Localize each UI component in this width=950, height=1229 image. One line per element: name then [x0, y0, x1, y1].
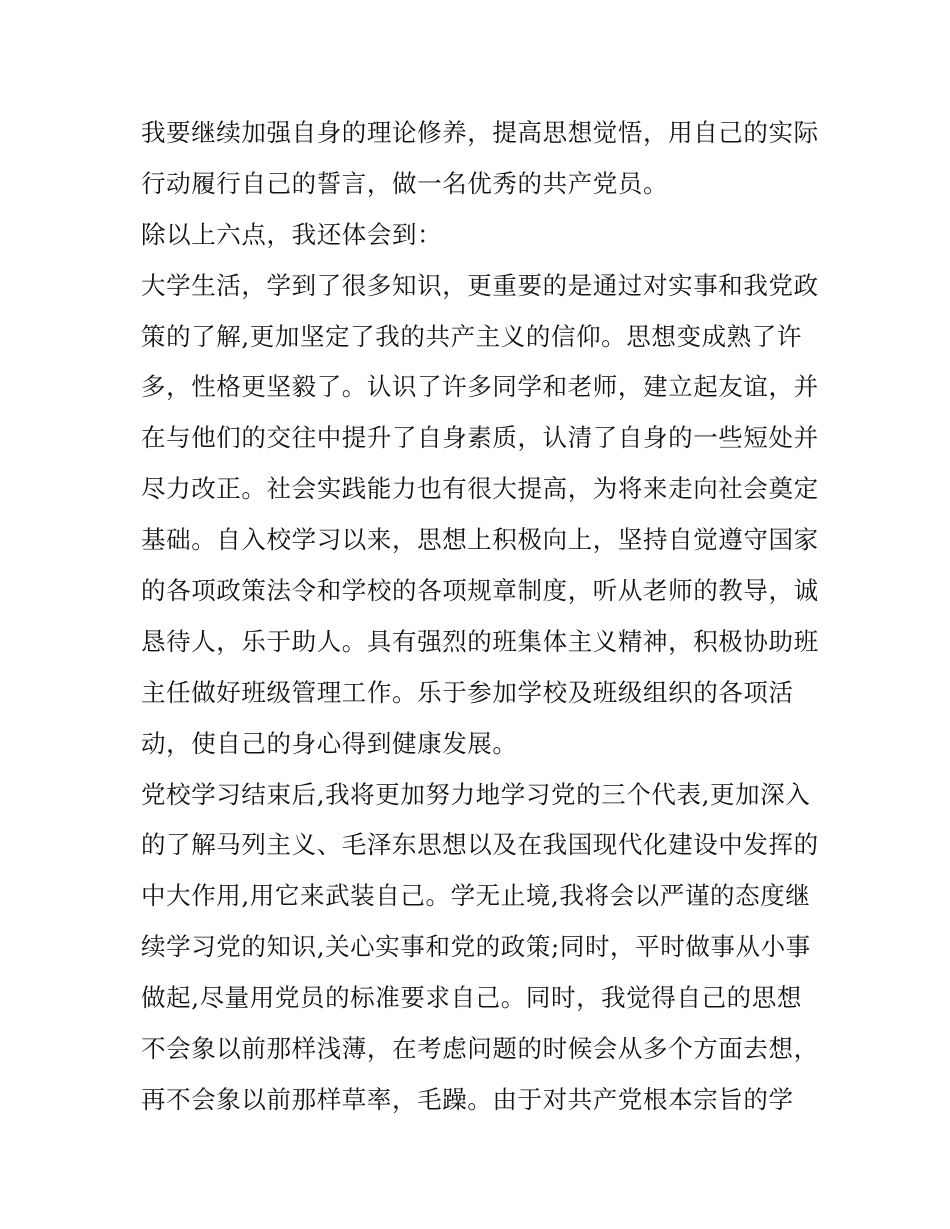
text-line: 主任做好班级管理工作。乐于参加学校及班级组织的各项活: [141, 677, 794, 707]
text-line: 策的了解,更加坚定了我的共产主义的信仰。思想变成熟了许: [141, 321, 802, 351]
text-line: 动，使自己的身心得到健康发展。: [141, 728, 518, 758]
text-line: 恳待人，乐于助人。具有强烈的班集体主义精神，积极协助班: [141, 626, 819, 656]
text-line: 在与他们的交往中提升了自身素质，认清了自身的一些短处并: [141, 423, 819, 453]
text-line: 基础。自入校学习以来，思想上积极向上，坚持自觉遵守国家: [141, 525, 819, 555]
text-line: 我要继续加强自身的理论修养，提高思想觉悟，用自己的实际: [141, 118, 819, 147]
text-line: 的各项政策法令和学校的各项规章制度，听从老师的教导，诚: [141, 576, 819, 606]
text-line: 尽力改正。社会实践能力也有很大提高，为将来走向社会奠定: [141, 474, 819, 504]
text-line: 中大作用,用它来武装自己。学无止境,我将会以严谨的态度继: [141, 881, 811, 911]
text-line: 除以上六点，我还体会到：: [141, 219, 443, 249]
text-line: 做起,尽量用党员的标准要求自己。同时，我觉得自己的思想: [141, 983, 802, 1013]
text-line: 大学生活，学到了很多知识，更重要的是通过对实事和我党政: [141, 270, 819, 300]
text-line: 不会象以前那样浅薄，在考虑问题的时候会从多个方面去想，: [141, 1034, 819, 1064]
text-line: 再不会象以前那样草率，毛躁。由于对共产党根本宗旨的学: [141, 1084, 794, 1114]
text-line: 续学习党的知识,关心实事和党的政策;同时，平时做事从小事: [141, 932, 811, 962]
text-line: 党校学习结束后,我将更加努力地学习党的三个代表,更加深入: [141, 779, 811, 809]
text-line: 行动履行自己的誓言，做一名优秀的共产党员。: [141, 168, 669, 198]
text-line: 多，性格更坚毅了。认识了许多同学和老师，建立起友谊，并: [141, 372, 819, 402]
text-line: 的了解马列主义、毛泽东思想以及在我国现代化建设中发挥的: [141, 830, 819, 860]
body-text: [141, 108, 821, 1126]
